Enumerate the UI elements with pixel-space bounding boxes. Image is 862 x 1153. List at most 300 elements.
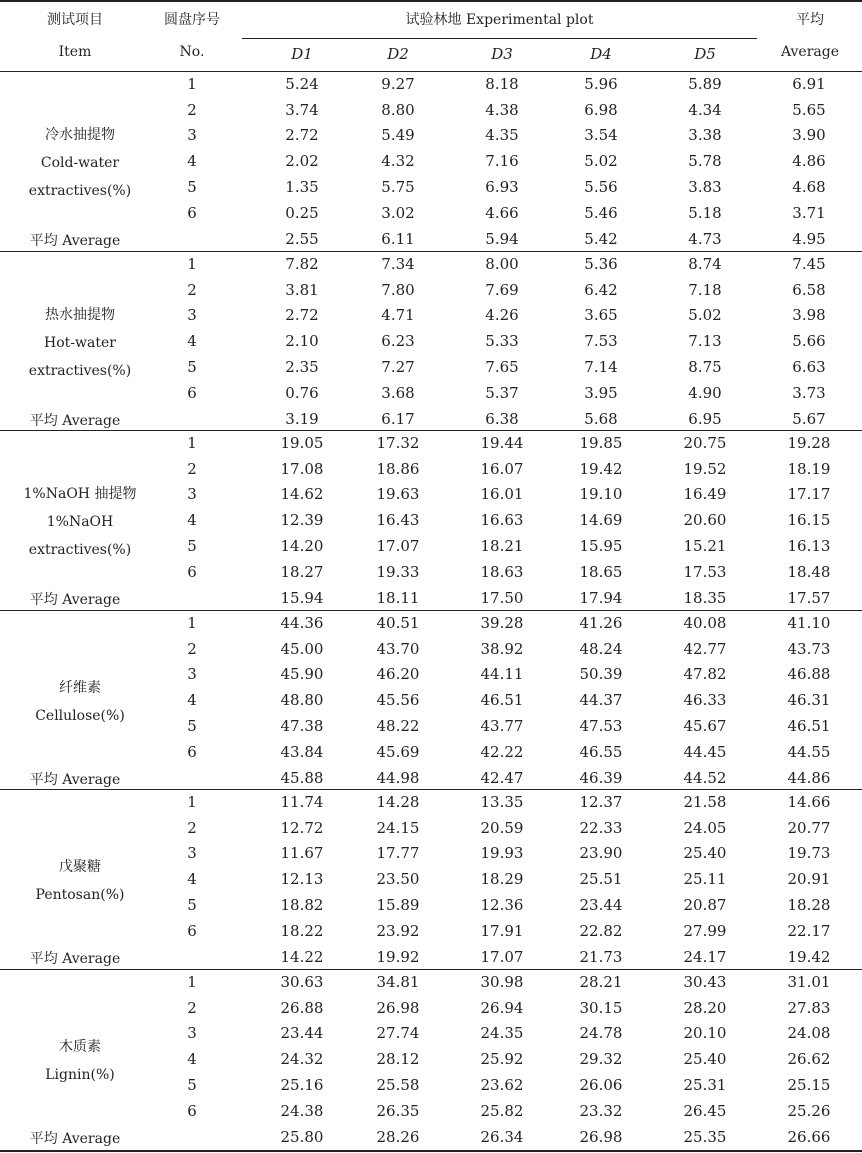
table-cell: 26.88 — [280, 998, 324, 1017]
header-plot-d3: D3 — [491, 45, 513, 63]
row-average: 18.28 — [787, 895, 831, 914]
table-cell: 7.65 — [485, 357, 519, 376]
table-cell: 44.11 — [480, 665, 524, 684]
table-cell: 47.38 — [280, 716, 324, 735]
header-avg-cn: 平均 — [796, 12, 824, 28]
row-average: 46.88 — [787, 665, 831, 684]
group-average-cell: 15.94 — [280, 589, 324, 608]
disc-number: 4 — [187, 152, 197, 171]
disc-number: 6 — [187, 383, 197, 402]
group-average-cell: 24.17 — [683, 948, 727, 967]
table-cell: 30.98 — [480, 973, 524, 991]
disc-number: 3 — [187, 306, 197, 325]
table-cell: 16.43 — [376, 511, 420, 530]
disc-number: 1 — [187, 793, 197, 811]
table-cell: 15.21 — [683, 536, 727, 555]
disc-number: 2 — [187, 818, 197, 837]
table-cell: 25.82 — [480, 1101, 524, 1120]
row-average: 5.65 — [792, 100, 826, 119]
row-average: 22.17 — [787, 921, 831, 940]
table-cell: 24.15 — [376, 818, 420, 837]
row-average: 46.51 — [787, 716, 831, 735]
table-cell: 6.98 — [584, 100, 618, 119]
disc-number: 1 — [187, 75, 197, 93]
table-cell: 24.38 — [280, 1101, 324, 1120]
table-cell: 2.72 — [285, 126, 319, 145]
table-cell: 47.53 — [579, 716, 623, 735]
group-divider — [0, 610, 862, 611]
table-cell: 48.80 — [280, 691, 324, 710]
group-average-cell: 6.95 — [688, 410, 722, 429]
table-cell: 16.07 — [480, 459, 524, 478]
table-cell: 3.54 — [584, 126, 618, 145]
group-label: 纤维素 — [59, 680, 101, 697]
row-average: 27.83 — [787, 998, 831, 1017]
table-cell: 13.35 — [480, 793, 524, 811]
header-bottom-rule — [0, 71, 862, 72]
disc-number: 2 — [187, 100, 197, 119]
row-average: 19.28 — [787, 434, 831, 452]
table-cell: 5.49 — [381, 126, 415, 145]
disc-number: 5 — [187, 1075, 197, 1094]
table-cell: 44.37 — [579, 691, 623, 710]
row-average: 43.73 — [787, 639, 831, 658]
table-cell: 45.00 — [280, 639, 324, 658]
table-cell: 23.44 — [280, 1024, 324, 1043]
table-cell: 25.11 — [683, 870, 727, 889]
group-average-cell: 6.11 — [381, 230, 415, 249]
table-cell: 5.33 — [485, 332, 519, 351]
table-cell: 24.05 — [683, 818, 727, 837]
row-average: 17.17 — [787, 485, 831, 504]
header-disc-en: No. — [179, 44, 205, 60]
group-average-cell: 44.52 — [683, 769, 727, 788]
row-average: 25.26 — [787, 1101, 831, 1120]
table-cell: 17.91 — [480, 921, 524, 940]
table-cell: 3.02 — [381, 203, 415, 222]
group-average-cell: 3.19 — [285, 410, 319, 429]
table-cell: 25.51 — [579, 870, 623, 889]
disc-number: 3 — [187, 665, 197, 684]
group-overall-average: 19.42 — [787, 948, 831, 967]
disc-number: 1 — [187, 614, 197, 632]
header-plot-d4: D4 — [590, 45, 612, 63]
table-cell: 16.49 — [683, 485, 727, 504]
table-cell: 18.22 — [280, 921, 324, 940]
table-cell: 7.18 — [688, 280, 722, 299]
group-average-cell: 25.80 — [280, 1128, 324, 1147]
table-cell: 16.01 — [480, 485, 524, 504]
group-overall-average: 4.95 — [792, 230, 826, 249]
table-cell: 30.63 — [280, 973, 324, 991]
table-cell: 4.66 — [485, 203, 519, 222]
table-cell: 41.26 — [579, 614, 623, 632]
table-cell: 3.74 — [285, 100, 319, 119]
table-cell: 22.33 — [579, 818, 623, 837]
group-label: extractives(%) — [28, 183, 132, 200]
disc-number: 6 — [187, 921, 197, 940]
table-cell: 12.72 — [280, 818, 324, 837]
table-cell: 3.81 — [285, 280, 319, 299]
table-cell: 18.82 — [280, 895, 324, 914]
group-overall-average: 44.86 — [787, 769, 831, 788]
table-cell: 47.82 — [683, 665, 727, 684]
table-cell: 12.37 — [579, 793, 623, 811]
disc-number: 4 — [187, 332, 197, 351]
table-cell: 5.78 — [688, 152, 722, 171]
table-cell: 44.45 — [683, 742, 727, 761]
row-average: 16.15 — [787, 511, 831, 530]
table-cell: 3.68 — [381, 383, 415, 402]
table-cell: 42.22 — [480, 742, 524, 761]
table-cell: 24.35 — [480, 1024, 524, 1043]
row-average: 4.86 — [792, 152, 826, 171]
table-cell: 26.98 — [376, 998, 420, 1017]
row-average: 14.66 — [787, 793, 831, 811]
table-cell: 17.77 — [376, 844, 420, 863]
row-average: 6.58 — [792, 280, 826, 299]
table-cell: 7.80 — [381, 280, 415, 299]
table-cell: 30.15 — [579, 998, 623, 1017]
table-cell: 20.60 — [683, 511, 727, 530]
disc-number: 2 — [187, 639, 197, 658]
table-cell: 7.13 — [688, 332, 722, 351]
group-label: 1%NaOH — [46, 514, 114, 531]
table-cell: 0.25 — [285, 203, 319, 222]
group-label: 木质素 — [59, 1039, 101, 1056]
disc-number: 6 — [187, 1101, 197, 1120]
disc-number: 1 — [187, 973, 197, 991]
table-cell: 27.99 — [683, 921, 727, 940]
group-average-cell: 5.94 — [485, 230, 519, 249]
header-plot-d1: D1 — [291, 45, 313, 63]
group-average-cell: 17.94 — [579, 589, 623, 608]
table-cell: 24.78 — [579, 1024, 623, 1043]
table-cell: 28.20 — [683, 998, 727, 1017]
group-average-cell: 5.68 — [584, 410, 618, 429]
row-average: 18.48 — [787, 562, 831, 581]
disc-number: 5 — [187, 357, 197, 376]
header-plot-title: 试验林地 Experimental plot — [405, 12, 594, 28]
table-cell: 19.44 — [480, 434, 524, 452]
table-cell: 18.65 — [579, 562, 623, 581]
table-cell: 42.77 — [683, 639, 727, 658]
table-cell: 3.65 — [584, 306, 618, 325]
average-row-label: 平均 Average — [29, 772, 121, 789]
table-cell: 43.84 — [280, 742, 324, 761]
group-average-cell: 2.55 — [285, 230, 319, 249]
group-overall-average: 5.67 — [792, 410, 826, 429]
table-cell: 1.35 — [285, 177, 319, 196]
group-average-cell: 45.88 — [280, 769, 324, 788]
table-cell: 29.32 — [579, 1050, 623, 1069]
table-cell: 19.33 — [376, 562, 420, 581]
group-average-cell: 21.73 — [579, 948, 623, 967]
row-average: 6.91 — [792, 75, 826, 93]
table-cell: 23.44 — [579, 895, 623, 914]
table-cell: 17.32 — [376, 434, 420, 452]
disc-number: 5 — [187, 716, 197, 735]
table-cell: 2.35 — [285, 357, 319, 376]
table-cell: 19.85 — [579, 434, 623, 452]
disc-number: 6 — [187, 742, 197, 761]
table-cell: 7.82 — [285, 255, 319, 273]
table-cell: 46.51 — [480, 691, 524, 710]
row-average: 4.68 — [792, 177, 826, 196]
table-cell: 34.81 — [376, 973, 420, 991]
header-disc-cn: 圆盘序号 — [164, 12, 220, 28]
table-cell: 7.27 — [381, 357, 415, 376]
group-average-cell: 18.35 — [683, 589, 727, 608]
table-cell: 9.27 — [381, 75, 415, 93]
table-cell: 15.89 — [376, 895, 420, 914]
table-cell: 23.62 — [480, 1075, 524, 1094]
group-overall-average: 17.57 — [787, 589, 831, 608]
disc-number: 3 — [187, 126, 197, 145]
table-cell: 4.32 — [381, 152, 415, 171]
table-cell: 18.29 — [480, 870, 524, 889]
table-cell: 5.75 — [381, 177, 415, 196]
header-avg-en: Average — [780, 44, 840, 60]
average-row-label: 平均 Average — [29, 233, 121, 250]
row-average: 18.19 — [787, 459, 831, 478]
group-label: 热水抽提物 — [45, 307, 115, 324]
table-cell: 4.35 — [485, 126, 519, 145]
table-cell: 38.92 — [480, 639, 524, 658]
group-label: Cellulose(%) — [35, 708, 125, 725]
table-cell: 48.24 — [579, 639, 623, 658]
disc-number: 3 — [187, 844, 197, 863]
table-cell: 7.69 — [485, 280, 519, 299]
table-cell: 26.94 — [480, 998, 524, 1017]
group-average-cell: 25.35 — [683, 1128, 727, 1147]
table-cell: 7.16 — [485, 152, 519, 171]
group-label: Hot-water — [44, 335, 116, 352]
group-average-cell: 28.26 — [376, 1128, 420, 1147]
group-divider — [0, 430, 862, 431]
group-average-cell: 14.22 — [280, 948, 324, 967]
table-cell: 45.69 — [376, 742, 420, 761]
table-cell: 6.93 — [485, 177, 519, 196]
disc-number: 5 — [187, 177, 197, 196]
average-row-label: 平均 Average — [29, 592, 121, 609]
group-average-cell: 4.73 — [688, 230, 722, 249]
table-cell: 19.05 — [280, 434, 324, 452]
table-cell: 23.92 — [376, 921, 420, 940]
header-plot-d5: D5 — [694, 45, 716, 63]
group-average-cell: 18.11 — [376, 589, 420, 608]
row-average: 6.63 — [792, 357, 826, 376]
table-cell: 16.63 — [480, 511, 524, 530]
row-average: 46.31 — [787, 691, 831, 710]
table-cell: 46.55 — [579, 742, 623, 761]
table-cell: 0.76 — [285, 383, 319, 402]
table-cell: 4.34 — [688, 100, 722, 119]
table-top-rule — [0, 0, 862, 2]
table-cell: 18.63 — [480, 562, 524, 581]
table-cell: 5.02 — [584, 152, 618, 171]
table-cell: 24.32 — [280, 1050, 324, 1069]
table-cell: 3.95 — [584, 383, 618, 402]
table-cell: 7.34 — [381, 255, 415, 273]
row-average: 31.01 — [787, 973, 831, 991]
table-cell: 21.58 — [683, 793, 727, 811]
table-cell: 44.36 — [280, 614, 324, 632]
group-label: Lignin(%) — [45, 1067, 115, 1084]
table-cell: 14.28 — [376, 793, 420, 811]
group-average-cell: 5.42 — [584, 230, 618, 249]
table-cell: 23.32 — [579, 1101, 623, 1120]
group-divider — [0, 969, 862, 970]
table-cell: 48.22 — [376, 716, 420, 735]
table-cell: 8.75 — [688, 357, 722, 376]
group-average-cell: 6.38 — [485, 410, 519, 429]
table-cell: 8.18 — [485, 75, 519, 93]
average-row-label: 平均 Average — [29, 951, 121, 968]
table-cell: 19.42 — [579, 459, 623, 478]
header-plot-underline — [242, 38, 757, 39]
disc-number: 6 — [187, 203, 197, 222]
disc-number: 6 — [187, 562, 197, 581]
group-average-cell: 17.07 — [480, 948, 524, 967]
disc-number: 2 — [187, 459, 197, 478]
disc-number: 3 — [187, 485, 197, 504]
row-average: 41.10 — [787, 614, 831, 632]
disc-number: 5 — [187, 536, 197, 555]
table-cell: 11.74 — [280, 793, 324, 811]
group-average-cell: 26.98 — [579, 1128, 623, 1147]
table-cell: 4.90 — [688, 383, 722, 402]
table-cell: 2.10 — [285, 332, 319, 351]
row-average: 19.73 — [787, 844, 831, 863]
table-cell: 28.21 — [579, 973, 623, 991]
group-label: extractives(%) — [28, 363, 132, 380]
table-cell: 5.96 — [584, 75, 618, 93]
table-cell: 25.16 — [280, 1075, 324, 1094]
table-cell: 18.27 — [280, 562, 324, 581]
average-row-label: 平均 Average — [29, 413, 121, 430]
table-cell: 7.53 — [584, 332, 618, 351]
table-cell: 28.12 — [376, 1050, 420, 1069]
table-cell: 25.92 — [480, 1050, 524, 1069]
table-cell: 46.33 — [683, 691, 727, 710]
table-cell: 19.52 — [683, 459, 727, 478]
group-label: 戊聚糖 — [59, 859, 101, 876]
disc-number: 1 — [187, 434, 197, 452]
group-label: 1%NaOH 抽提物 — [23, 486, 137, 503]
table-cell: 3.38 — [688, 126, 722, 145]
table-cell: 45.90 — [280, 665, 324, 684]
row-average: 3.90 — [792, 126, 826, 145]
table-cell: 4.38 — [485, 100, 519, 119]
table-cell: 12.36 — [480, 895, 524, 914]
table-cell: 27.74 — [376, 1024, 420, 1043]
table-cell: 30.43 — [683, 973, 727, 991]
table-cell: 17.53 — [683, 562, 727, 581]
table-cell: 26.35 — [376, 1101, 420, 1120]
table-cell: 40.08 — [683, 614, 727, 632]
row-average: 5.66 — [792, 332, 826, 351]
table-cell: 20.10 — [683, 1024, 727, 1043]
table-cell: 5.46 — [584, 203, 618, 222]
table-cell: 18.21 — [480, 536, 524, 555]
table-cell: 18.86 — [376, 459, 420, 478]
row-average: 26.62 — [787, 1050, 831, 1069]
group-average-cell: 6.17 — [381, 410, 415, 429]
table-cell: 2.72 — [285, 306, 319, 325]
table-cell: 40.51 — [376, 614, 420, 632]
row-average: 7.45 — [792, 255, 826, 273]
row-average: 20.91 — [787, 870, 831, 889]
row-average: 3.71 — [792, 203, 826, 222]
table-cell: 5.37 — [485, 383, 519, 402]
table-cell: 12.39 — [280, 511, 324, 530]
disc-number: 3 — [187, 1024, 197, 1043]
table-cell: 20.87 — [683, 895, 727, 914]
group-average-cell: 19.92 — [376, 948, 420, 967]
table-cell: 26.06 — [579, 1075, 623, 1094]
table-cell: 5.02 — [688, 306, 722, 325]
table-cell: 23.90 — [579, 844, 623, 863]
table-cell: 4.71 — [381, 306, 415, 325]
table-cell: 23.50 — [376, 870, 420, 889]
table-cell: 39.28 — [480, 614, 524, 632]
group-label: Cold-water — [40, 155, 120, 172]
row-average: 24.08 — [787, 1024, 831, 1043]
disc-number: 4 — [187, 691, 197, 710]
table-cell: 45.56 — [376, 691, 420, 710]
row-average: 44.55 — [787, 742, 831, 761]
table-cell: 5.56 — [584, 177, 618, 196]
table-cell: 26.45 — [683, 1101, 727, 1120]
table-cell: 14.69 — [579, 511, 623, 530]
disc-number: 4 — [187, 870, 197, 889]
group-average-cell: 17.50 — [480, 589, 524, 608]
row-average: 3.73 — [792, 383, 826, 402]
table-cell: 5.36 — [584, 255, 618, 273]
table-cell: 5.18 — [688, 203, 722, 222]
group-average-cell: 46.39 — [579, 769, 623, 788]
disc-number: 5 — [187, 895, 197, 914]
table-cell: 5.89 — [688, 75, 722, 93]
average-row-label: 平均 Average — [29, 1131, 121, 1148]
table-cell: 25.40 — [683, 844, 727, 863]
group-average-cell: 44.98 — [376, 769, 420, 788]
table-cell: 2.02 — [285, 152, 319, 171]
table-cell: 14.62 — [280, 485, 324, 504]
table-cell: 17.08 — [280, 459, 324, 478]
header-item-cn: 测试项目 — [47, 12, 103, 28]
table-cell: 6.42 — [584, 280, 618, 299]
disc-number: 4 — [187, 1050, 197, 1069]
table-cell: 17.07 — [376, 536, 420, 555]
header-plot-d2: D2 — [387, 45, 409, 63]
table-cell: 50.39 — [579, 665, 623, 684]
disc-number: 2 — [187, 998, 197, 1017]
table-cell: 12.13 — [280, 870, 324, 889]
table-cell: 43.77 — [480, 716, 524, 735]
disc-number: 2 — [187, 280, 197, 299]
table-cell: 43.70 — [376, 639, 420, 658]
group-overall-average: 26.66 — [787, 1128, 831, 1147]
table-cell: 20.59 — [480, 818, 524, 837]
table-cell: 45.67 — [683, 716, 727, 735]
table-cell: 19.93 — [480, 844, 524, 863]
disc-number: 1 — [187, 255, 197, 273]
table-cell: 11.67 — [280, 844, 324, 863]
table-cell: 3.83 — [688, 177, 722, 196]
table-cell: 14.20 — [280, 536, 324, 555]
